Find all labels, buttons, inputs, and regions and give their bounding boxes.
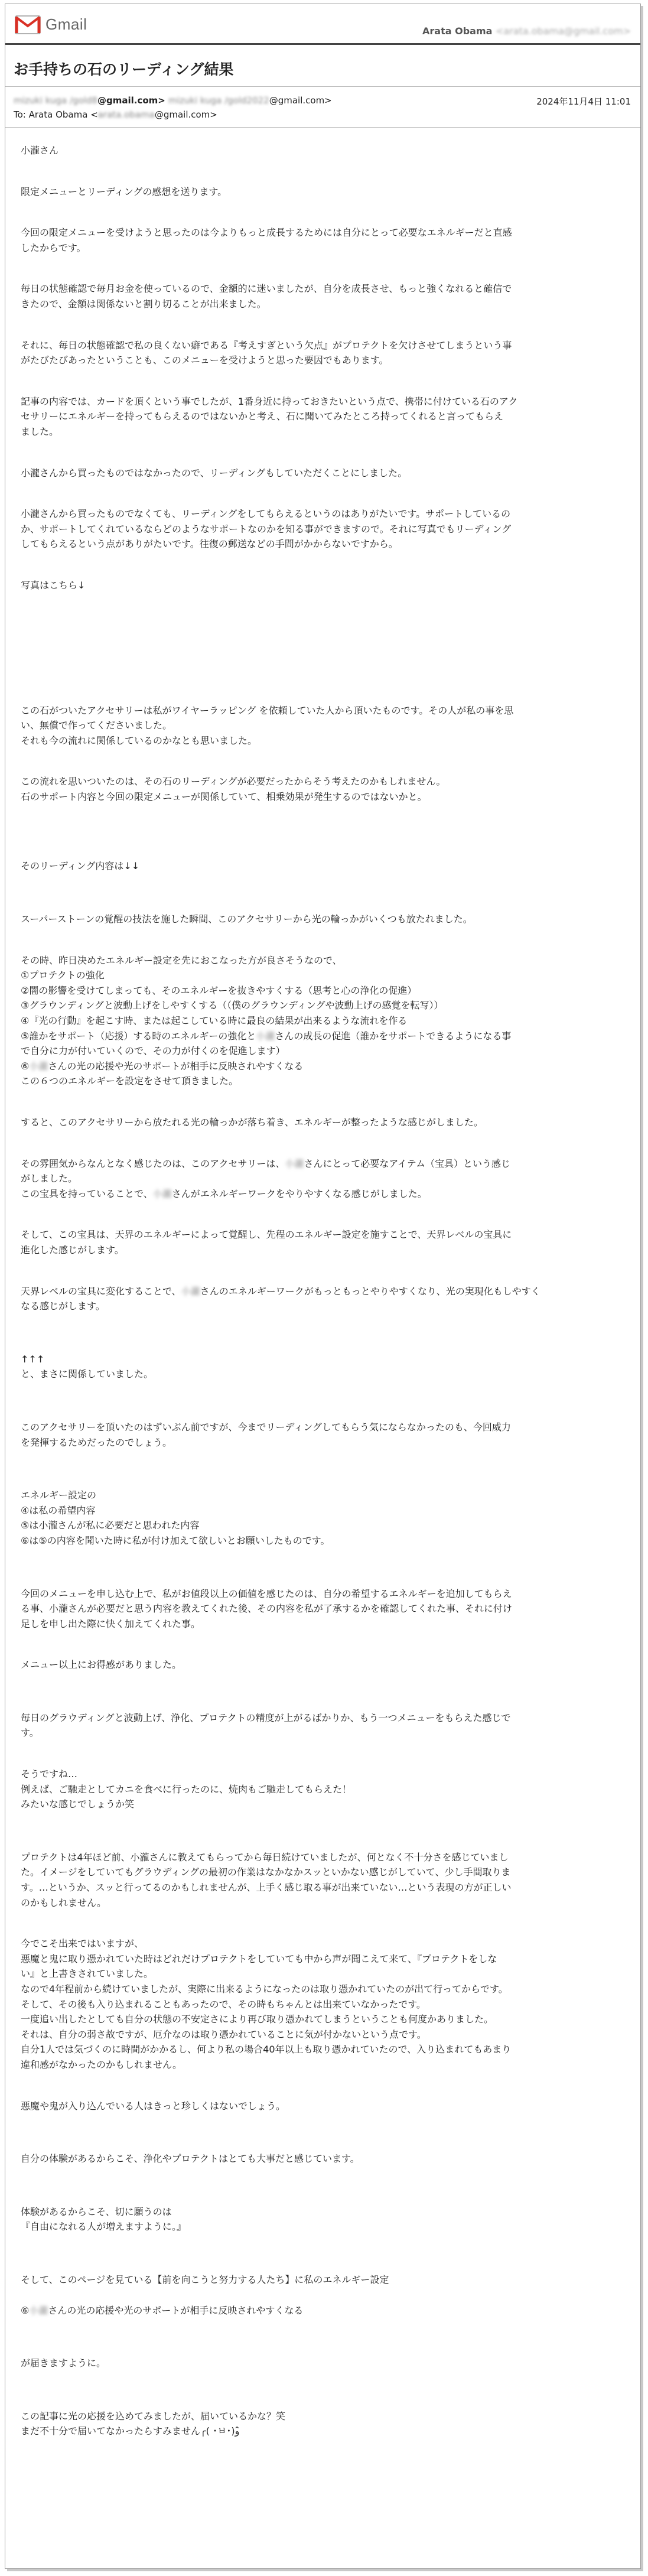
paragraph: この流れを思いついたのは、その石のリーディングが必要だったからそう考えたのかもしれません。 石のサポート内容と今回の限定メニューが関係していて、相乗効果が発生するのではないかと。: [21, 776, 446, 802]
paragraph: 小瀧さんから買ったものでなくても、リーディングをしてもらえるというのはありがたいです。サポートしているの か、サポートしてくれているならどのようなサポートなのかを知る事ができますので。それに写真でもリーディング してもらえるという点がありがたいです。往復の郵送などの手間がかからないですから。: [21, 508, 512, 550]
account-name: Arata Obama: [422, 25, 493, 37]
paragraph: 毎日の状態確認で毎月お金を使っているので、金額的に迷いましたが、自分を成長させ、もっと強くなれると確信で きたので、金額は関係ないと割り切ることが出来ました。: [21, 283, 512, 310]
sender-blurred-2: mizuki kuga /gold2022: [168, 95, 269, 106]
blurred-name: 小瀧: [181, 1285, 200, 1297]
paragraph: メニュー以上にお得感がありました。: [21, 1659, 182, 1671]
paragraph: 体験があるからこそ、切に願うのは 『自由になれる人が増えますように。』: [21, 2206, 187, 2233]
paragraph: このアクセサリーを頂いたのはずいぶん前ですが、今までリーディングしてもらう気にならなかったのも、今回威力 を発揮するためだったのでしょう。: [21, 1421, 511, 1448]
paragraph: 小瀧さんから買ったものではなかったので、リーディングもしていただくことにしました。: [21, 467, 408, 479]
paragraph: [21, 1284, 617, 1314]
paragraph: そして、この宝具は、天界のエネルギーによって覚醒し、先程のエネルギー設定を施すことで、天界レベルの宝具に 進化した感じがします。: [21, 1229, 512, 1256]
sender-domain-2: @gmail.com>: [269, 95, 332, 106]
energy-settings-list: [21, 953, 617, 1089]
account-email: <arata.obama@gmail.com>: [496, 25, 631, 37]
paragraph: 自分の体験があるからこそ、浄化やプロテクトはとても大事だと感じています。: [21, 2153, 360, 2165]
paragraph: 毎日のグラウディングと波動上げ、浄化、プロテクトの精度が上がるばかりか、もう一つメニューをもらえた感じで す。: [21, 1712, 511, 1739]
paragraph: ↑↑↑ と、まさに関係していました。: [21, 1353, 154, 1380]
p31-part-1: ⑥: [21, 2304, 30, 2316]
paragraph: 悪魔や鬼が入り込んでいる人はきっと珍しくはないでしょう。: [21, 2100, 286, 2112]
paragraph: 今でこそ出来ではいますが、 悪魔と鬼に取り憑かれていた時はどれだけプロテクトをしていても中から声が聞こえて来て、『プロテクトをしな い』と上書きされていました。 なので4年程前から続けていましたが、実際に出来るようになったのは取り憑かれていたのが出て行ってからです。 そして、その後も入り込まれることもあったので、その時もちゃんとは出来ていなかったです。 一度追い出したとしても自分の状態の不安定さにより再び取り憑かれてしまうということも何度かありました。 それは、自分の弱さ故ですが、厄介なのは取り憑かれていることに気が付かないという点です。 自分1人では気づくのに時間がかかるし、何より私の場合40年以上も取り憑かれていたので、入り込まれてもあまり 違和感がなかったのかもしれません。: [21, 1938, 512, 2070]
paragraph: プロテクトは4年ほど前、小瀧さんに教えてもらってから毎日続けていましたが、何となく不十分さを感じていまし た。イメージをしていてもグラウディングの最初の作業はなかなかスッといかない感じがしていて、少し手間取りま す。…というか、スッと行ってるのかもしれませんが、上手く感じ取る事が出来ていない…という表現の方が正しい のかもしれません。: [21, 1851, 512, 1908]
blurred-name: 小瀧: [29, 2304, 48, 2316]
paragraph: すると、このアクセサリーから放たれる光の輪っかが落ち着き、エネルギーが整ったような感じがしました。: [21, 1117, 483, 1128]
p15-part-1: その雰囲気からなんとなく感じたのは、このアクセサリーは、: [21, 1157, 285, 1169]
email-meta: [5, 87, 640, 128]
print-header: [5, 4, 640, 45]
p15-part-3: さんがエネルギーワークをやりやすくなる感じがしました。: [171, 1188, 427, 1199]
paragraph: 記事の内容では、カードを頂くという事でしたが、1番身近に持っておきたいという点で、携帯に付けている石のアク セサリーにエネルギーを持ってもらえるのではないかと考え、石に聞いてみたところ持ってくれると言ってもらえ ました。: [21, 395, 518, 437]
recipient-label: To: Arata Obama <: [14, 109, 98, 120]
paragraph: この石がついたアクセサリーは私がワイヤーラッピング を依頼していた人から頂いたものです。その人が私の事を思 い、無償で作ってくださいました。 それも今の流れに関係しているのかなとも思いました。: [21, 704, 514, 746]
settings-part-3: さんの光の応援や光のサポートが相手に反映されやすくなる この６つのエネルギーを設定をさせて頂きました。: [21, 1060, 304, 1087]
p17-part-1: 天界レベルの宝具に変化することで、: [21, 1285, 181, 1297]
paragraph: が届きますように。: [21, 2357, 106, 2369]
settings-part-1: その時、昨日决めたエネルギー設定を先におこなった方が良さそうなので、 ①プロテクトの強化 ②闇の影響を受けてしまっても、そのエネルギーを抜きやすくする（思考と心の浄化の促進） ③グラウンディングと波動上げをしやすくする（（僕のグラウンディングや波動上げの感覚を転写）） ④『光の行動』を起こす時、または起こしている時に最良の結果が出来るような流れを作る ⑤誰かをサポート（応援）する時のエネルギーの強化と: [21, 954, 444, 1042]
blurred-name: 小瀧: [29, 1060, 48, 1072]
paragraph: [21, 2303, 617, 2318]
gmail-envelope-icon: [15, 15, 41, 34]
blurred-name: 小瀧: [285, 1157, 304, 1169]
gmail-logo: [15, 15, 87, 34]
paragraph: それに、毎日の状態確認で私の良くない癖である『考えすぎという欠点』がプロテクトを欠けさせてしまうという事 がたびたびあったということも、このメニューを受けようと思った要因でもあります。: [21, 339, 512, 366]
p15-part-2: さんにとって必要なアイテム（宝具）という感じ がしました。 この宝具を持っていることで、: [21, 1157, 510, 1199]
paragraph: エネルギー設定の ④は私の希望内容 ⑤は小瀧さんが私に必要だと思われた内容 ⑥は⑤の内容を聞いた時に私が付け加えて欲しいとお願いしたものです。: [21, 1489, 330, 1546]
email-print-frame: [5, 4, 641, 2569]
email-subject: お手持ちの石のリーディング結果: [5, 45, 640, 87]
p17-part-2: さんのエネルギーワークがもっともっとやりやすくなり、光の実現化もしやすく なる感じがします。: [21, 1285, 540, 1312]
blurred-name: 小瀧: [152, 1188, 172, 1199]
paragraph: 今回のメニューを申し込む上で、私がお値段以上の価値を感じたのは、自分の希望するエネルギーを追加してもらえ る事、小瀧さんが必要だと思う内容を教えてくれた後、その内容を私が了承するかを確認してくれた事、それに付け 足しを申し出た際に快く加えてくれた事。: [21, 1588, 513, 1629]
photo-placeholder: [21, 593, 617, 703]
salutation: 小瀧さん: [21, 145, 59, 156]
account-info: [422, 25, 631, 37]
paragraph: [21, 1156, 617, 1202]
email-body: [5, 128, 617, 2439]
sender-blurred: mizuki kuga /gold8: [14, 95, 97, 106]
paragraph: そうですね… 例えば、ご馳走としてカニを食べに行ったのに、焼肉もご馳走してもらえた！ みたいな感じでしょうか笑: [21, 1768, 352, 1810]
recipient-blurred: arata.obama: [97, 109, 155, 120]
paragraph: そして、このページを見ている【前を向こうと努力する人たち】に私のエネルギー設定: [21, 2273, 389, 2285]
paragraph: スーパーストーンの覚醒の技法を施した瞬間、このアクセサリーから光の輪っかがいくつも放たれました。: [21, 913, 473, 925]
recipient-line: [14, 109, 217, 120]
settings-part-2: さんの成長の促進（誰かをサポートできるようになる事 で自分に力が付いていくので、その力が付くのを促進します） ⑥: [21, 1030, 512, 1072]
email-date: 2024年11月4日 11:01: [536, 96, 631, 107]
paragraph: そのリーディング内容は↓↓: [21, 860, 140, 872]
paragraph: 限定メニューとリーディングの感想を送ります。: [21, 186, 227, 197]
paragraph: 写真はこちら↓: [21, 579, 86, 591]
p31-part-2: さんの光の応援や光のサポートが相手に反映されやすくなる: [48, 2304, 304, 2316]
recipient-domain: @gmail.com>: [154, 109, 217, 120]
paragraph: 今回の限定メニューを受けようと思ったのは今よりもっと成長するためには自分にとって必要なエネルギーだと直感 したからです。: [21, 227, 512, 253]
paragraph: この記事に光の応援を込めてみましたが、届いているかな？笑 まだ不十分で届いてなかったらすみません╭( ･ㅂ･)و ̑̑: [21, 2410, 286, 2437]
sender-domain: @gmail.com>: [97, 95, 165, 106]
gmail-wordmark: Gmail: [45, 15, 87, 33]
blurred-name: 小瀧: [256, 1030, 275, 1042]
